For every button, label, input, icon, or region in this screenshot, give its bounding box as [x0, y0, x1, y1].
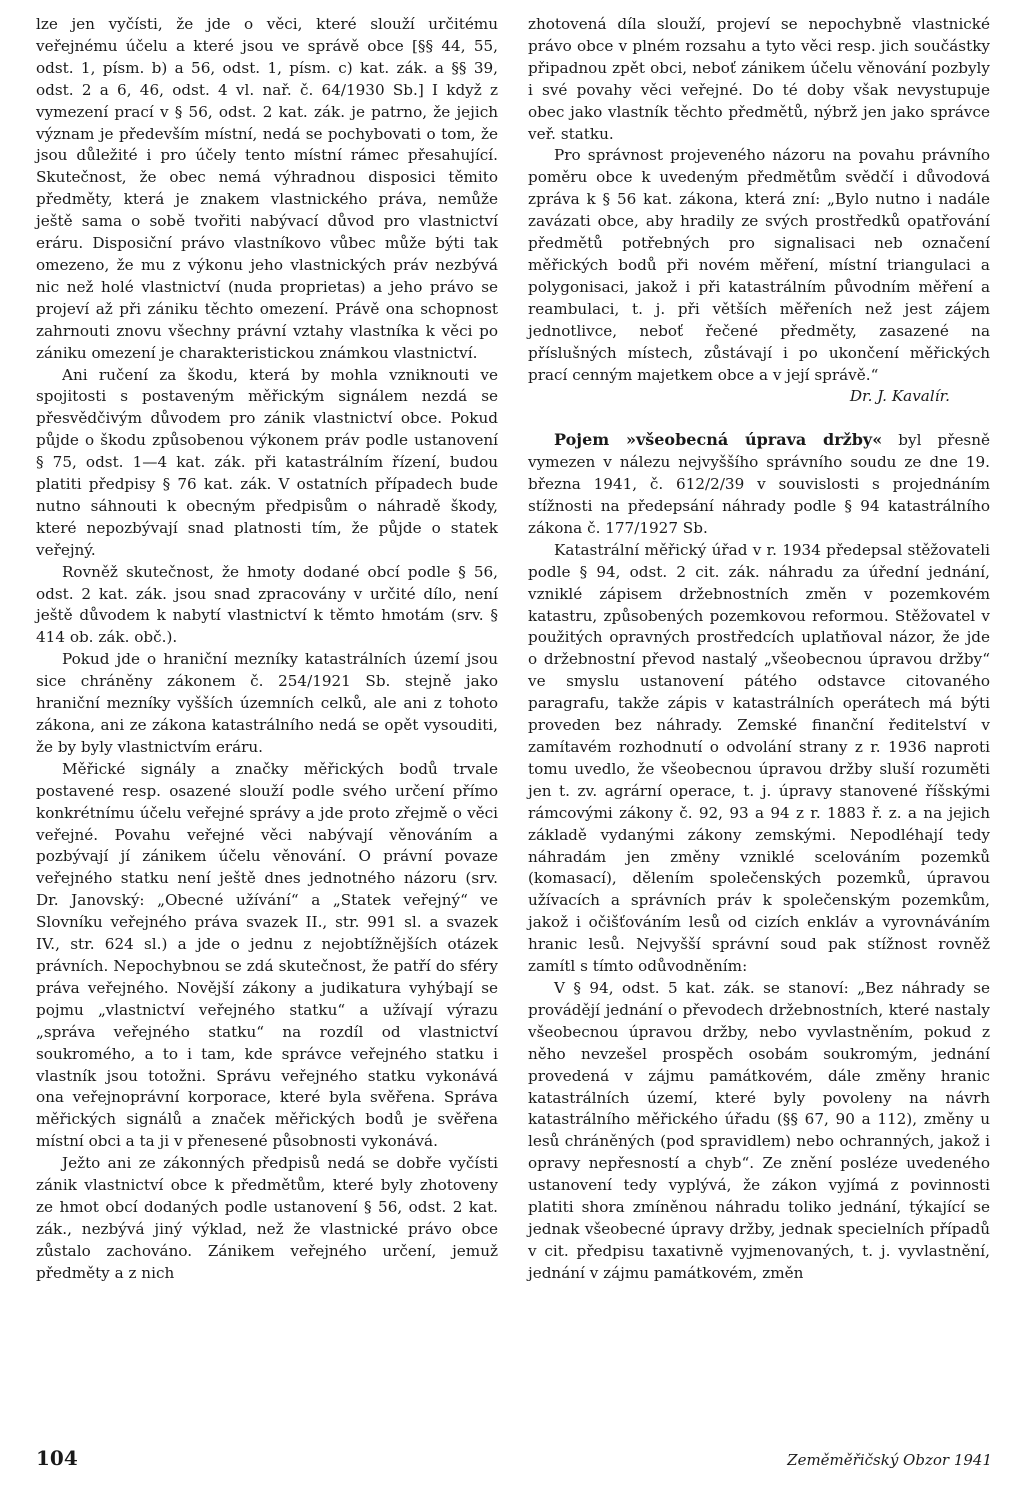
right-column [528, 14, 990, 1285]
paragraph: Pokud jde o hraniční mezníky katastrálních území jsou sice chráněny zákonem č. 254/1921 Sb. stejně jako hraniční mezníky vyšších územních celků, ale ani z tohoto zákona, ani ze zákona katastrálního nedá se opět vysouditi, že by byly vlastnictvím eráru. [36, 650, 498, 756]
article-intro-text: byl přesně vymezen v nálezu nejvyššího správního soudu ze dne 19. března 1941, č. 612/2/39 v souvislosti s projednáním stížnosti na předepsání náhrady podle § 94 katastrálního zákona č. 177/1927 Sb. [528, 431, 990, 537]
left-column [36, 14, 498, 1285]
paragraph: Ani ručení za škodu, která by mohla vzniknouti ve spojitosti s postaveným měřickým signálem nezdá se přesvědčivým důvodem pro zánik vlastnictví obce. Pokud půjde o škodu způsobenou výkonem práv podle ustanovení § 75, odst. 1—4 kat. zák. při katastrálním řízení, budou platiti předpisy § 76 kat. zák. V ostatních případech bude nutno sáhnouti k obecným předpisům o náhradě škody, které nepozbývají snad platnosti tím, že půjde o statek veřejný. [36, 365, 498, 559]
page-footer [36, 1446, 992, 1470]
article-intro [528, 429, 990, 540]
paragraph: Pro správnost projeveného názoru na povahu právního poměru obce k uvedeným předmětům svědčí i důvodová zpráva k § 56 kat. zákona, která zní: „Bylo nutno i nadále zavázati obce, aby hradily ze svých prostředků opatřování předmětů potřebných pro signalisaci neb označení měřických bodů při novém měření, místní triangulaci a polygonisaci, jakož i při katastrálním původním měření a reambulaci, t. j. při větších měřeních než jest zájem jednotlivce, neboť řečené předměty, zasazené na příslušných místech, zůstávají i po ukončení měřických prací cenným majetkem obce a v její správě.“ [528, 146, 990, 384]
paragraph: Rovněž skutečnost, že hmoty dodané obcí podle § 56, odst. 2 kat. zák. jsou snad zpracovány v určité dílo, není ještě důvodem k nabytí vlastnictví k těmto hmotám (srv. § 414 ob. zák. obč.). [36, 562, 498, 647]
journal-title: Zeměměřičský Obzor 1941 [787, 1451, 992, 1469]
page-number: 104 [36, 1446, 78, 1470]
paragraph: zhotovená díla slouží, projeví se nepochybně vlastnické právo obce v plném rozsahu a tyto věci resp. jich součástky připadnou zpět obci, neboť zánikem účelu věnování pozbyly i své povahy věci veřejné. Do té doby však nevystupuje obec jako vlastník těchto předmětů, nýbrž jen jako správce veř. statku. [528, 15, 990, 143]
paragraph: Katastrální měřický úřad v r. 1934 předepsal stěžovateli podle § 94, odst. 2 cit. zák. náhradu za úřední jednání, vzniklé zápisem držebnostních změn v pozemkovém katastru, způsobených pozemkovou reformou. Stěžovatel v použitých opravných prostředcích uplatňoval názor, že jde o držebnostní převod nastalý „všeobecnou úpravou držby“ ve smyslu ustanovení pátého odstavce citovaného paragrafu, takže zápis v katastrálních operátech má býti proveden bez náhrady. Zemské finanční ředitelství v zamítavém rozhodnutí o odvolání strany z r. 1936 naproti tomu uvedlo, že všeobecnou úpravou držby sluší rozuměti jen t. zv. agrární operace, t. j. úpravy stanovené říšskými rámcovými zákony č. 92, 93 a 94 z r. 1883 ř. z. a na jejich základě vydanými zákony zemskými. Nepodléhají tedy náhradám jen změny vzniklé scelováním pozemků (komasací), dělením společenských pozemků, úpravou užívacích a správních práv k společenským pozemkům, jakož i očišťováním lesů od cizích enkláv a vyrovnáváním hranic lesů. Nejvyšší správní soud pak stížnost rovněž zamítl s tímto odůvodněním: [528, 540, 990, 976]
paragraph: lze jen vyčísti, že jde o věci, které slouží určitému veřejnému účelu a které jsou ve správě obce [§§ 44, 55, odst. 1, písm. b) a 56, odst. 1, písm. c) kat. zák. a §§ 39, odst. 2 a 6, 46, odst. 4 vl. nař. č. 64/1930 Sb.] I když z vymezení prací v § 56, odst. 2 kat. zák. je patrno, že jejich význam je především místní, nedá se pochybovati o tom, že jsou důležité i pro účely tento místní rámec přesahující. Skutečnost, že obec nemá výhradnou disposici těmito předměty, která je znakem vlastnického práva, nemůže ještě sama o sobě tvořiti nabývací důvod pro vlastnictví eráru. Disposiční právo vlastníkovo vůbec může býti tak omezeno, že mu z výkonu jeho vlastnických práv nezbývá nic než holé vlastnictví (nuda proprietas) a jeho právo se projeví až při zániku těchto omezení. Právě ona schopnost zahrnouti znovu všechny právní vztahy vlastníka k věci po zániku omezení je charakteristickou známkou vlastnictví. [36, 15, 498, 362]
author-signature: Dr. J. Kavalír. [849, 387, 950, 406]
article-heading: Pojem »všeobecná úprava držby« [554, 430, 883, 450]
paragraph: Ježto ani ze zákonných předpisů nedá se dobře vyčísti zánik vlastnictví obce k předmětům, které byly zhotoveny ze hmot obcí dodaných podle ustanovení § 56, odst. 2 kat. zák., nezbývá jiný výklad, než že vlastnické právo obce zůstalo zachováno. Zánikem veřejného určení, jemuž předměty a z nich [36, 1154, 498, 1282]
paragraph: V § 94, odst. 5 kat. zák. se stanoví: „Bez náhrady se provádějí jednání o převodech držebnostních, které nastaly všeobecnou úpravou držby, nebo vyvlastněním, pokud z něho nevzešel prospěch osobám soukromým, jednání provedená v zájmu památkovém, dále změny hranic katastrálních území, které byly povoleny na návrh katastrálního měřického úřadu (§§ 67, 90 a 112), změny u lesů chráněných (pod spravidlem) nebo ochranných, jakož i opravy nepřesností a chyb“. Ze znění posléze uvedeného ustanovení tedy vyplývá, že zákon vyjímá z povinnosti platiti shora zmíněnou náhradu toliko jednání, týkající se jednak všeobecné úpravy držby, jednak specielních případů v cit. předpisu taxativně vyjmenovaných, t. j. vyvlastnění, jednání v zájmu památkovém, změn [528, 978, 990, 1282]
paragraph: Měřické signály a značky měřických bodů trvale postavené resp. osazené slouží podle svého určení přímo konkrétnímu účelu veřejné správy a jde proto zřejmě o věci veřejné. Povahu veřejné věci nabývají věnováním a pozbývají jí zánikem účelu věnování. O právní povaze veřejného statku není ještě dnes jednotného názoru (srv. Dr. Janovský: „Obecné užívání“ a „Statek veřejný“ ve Slovníku veřejného práva svazek II., str. 991 sl. a svazek IV., str. 624 sl.) a jde o jednu z nejobtížnějších otázek právních. Nepochybnou se zdá skutečnost, že patří do sféry práva veřejného. Novější zákony a judikatura vyhýbají se pojmu „vlastnictví veřejného statku“ a užívají výrazu „správa veřejného statku“ na rozdíl od vlastnictví soukromého, a to i tam, kde správce veřejného statku i vlastník jsou totožni. Správu veřejného statku vykonává ona veřejnoprávní korporace, které byla svěřena. Správa měřických signálů a značek měřických bodů je svěřena místní obci a ta ji v přenesené působnosti vykonává. [36, 759, 498, 1151]
